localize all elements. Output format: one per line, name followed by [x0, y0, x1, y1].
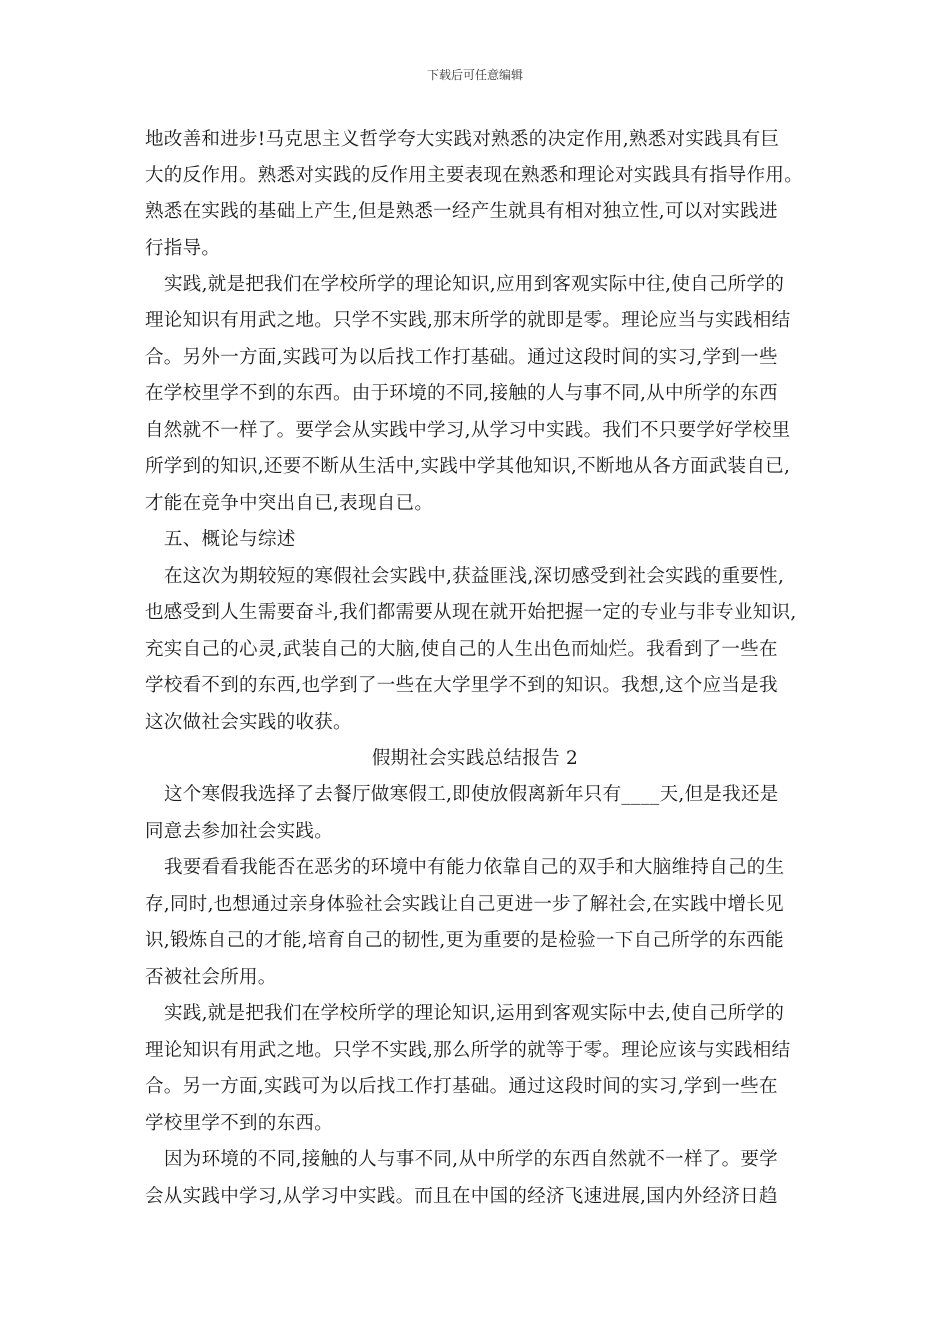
text-line: 充实自己的心灵,武装自己的大脑,使自己的人生出色而灿烂。我看到了一些在	[145, 639, 778, 660]
section-heading: 五、概论与综述	[164, 529, 296, 550]
text-line: 存,同时,也想通过亲身体验社会实践让自己更进一步了解社会,在实践中增长见	[145, 894, 784, 915]
text-line: 同意去参加社会实践。	[145, 821, 334, 842]
report-title: 假期社会实践总结报告 2	[371, 748, 579, 769]
text-line: 合。另外一方面,实践可为以后找工作打基础。通过这段时间的实习,学到一些	[145, 347, 778, 368]
text-line: 合。另一方面,实践可为以后找工作打基础。通过这段时间的实习,学到一些在	[145, 1076, 778, 1097]
text-line: 地改善和进步!马克思主义哲学夸大实践对熟悉的决定作用,熟悉对实践具有巨	[145, 129, 780, 150]
text-line: 理论知识有用武之地。只学不实践,那末所学的就即是零。理论应当与实践相结	[145, 310, 791, 331]
text-line: 在学校里学不到的东西。由于环境的不同,接触的人与事不同,从中所学的东西	[145, 383, 778, 404]
text-line: 自然就不一样了。要学会从实践中学习,从学习中实践。我们不只要学好学校里	[145, 420, 791, 441]
page-header: 下载后可任意编辑	[426, 68, 523, 82]
text-line: 在这次为期较短的寒假社会实践中,获益匪浅,深切感受到社会实践的重要性,	[164, 566, 785, 587]
text-line: 也感受到人生需要奋斗,我们都需要从现在就开始把握一定的专业与非专业知识,	[145, 602, 797, 623]
text-line: 行指导。	[145, 238, 221, 259]
text-line: 大的反作用。熟悉对实践的反作用主要表现在熟悉和理论对实践具有指导作用。	[145, 165, 804, 186]
text-line: 实践,就是把我们在学校所学的理论知识,应用到客观实际中往,使自己所学的	[164, 274, 785, 295]
text-line: 会从实践中学习,从学习中实践。而且在中国的经济飞速进展,国内外经济日趋	[145, 1186, 778, 1207]
text-line: 因为环境的不同,接触的人与事不同,从中所学的东西自然就不一样了。要学	[164, 1149, 778, 1170]
text-line: 理论知识有用武之地。只学不实践,那么所学的就等于零。理论应该与实践相结	[145, 1040, 791, 1061]
text-line: 所学到的知识,还要不断从生活中,实践中学其他知识,不断地从各方面武装自已,	[145, 456, 791, 477]
text-line: 才能在竞争中突出自已,表现自已。	[145, 493, 434, 514]
text-line: 这次做社会实践的收获。	[145, 712, 352, 733]
text-line: 熟悉在实践的基础上产生,但是熟悉一经产生就具有相对独立性,可以对实践进	[145, 201, 778, 222]
text-line: 实践,就是把我们在学校所学的理论知识,运用到客观实际中去,使自己所学的	[164, 1003, 785, 1024]
text-line: 这个寒假我选择了去餐厅做寒假工,即使放假离新年只有____天,但是我还是	[164, 784, 779, 805]
text-line: 识,锻炼自己的才能,培育自己的韧性,更为重要的是检验一下自己所学的东西能	[145, 930, 784, 951]
text-line: 否被社会所用。	[145, 967, 277, 988]
text-line: 学校里学不到的东西。	[145, 1113, 334, 1134]
text-line: 我要看看我能否在恶劣的环境中有能力依靠自己的双手和大脑维持自己的生	[164, 857, 785, 878]
text-line: 学校看不到的东西,也学到了一些在大学里学不到的知识。我想,这个应当是我	[145, 675, 778, 696]
